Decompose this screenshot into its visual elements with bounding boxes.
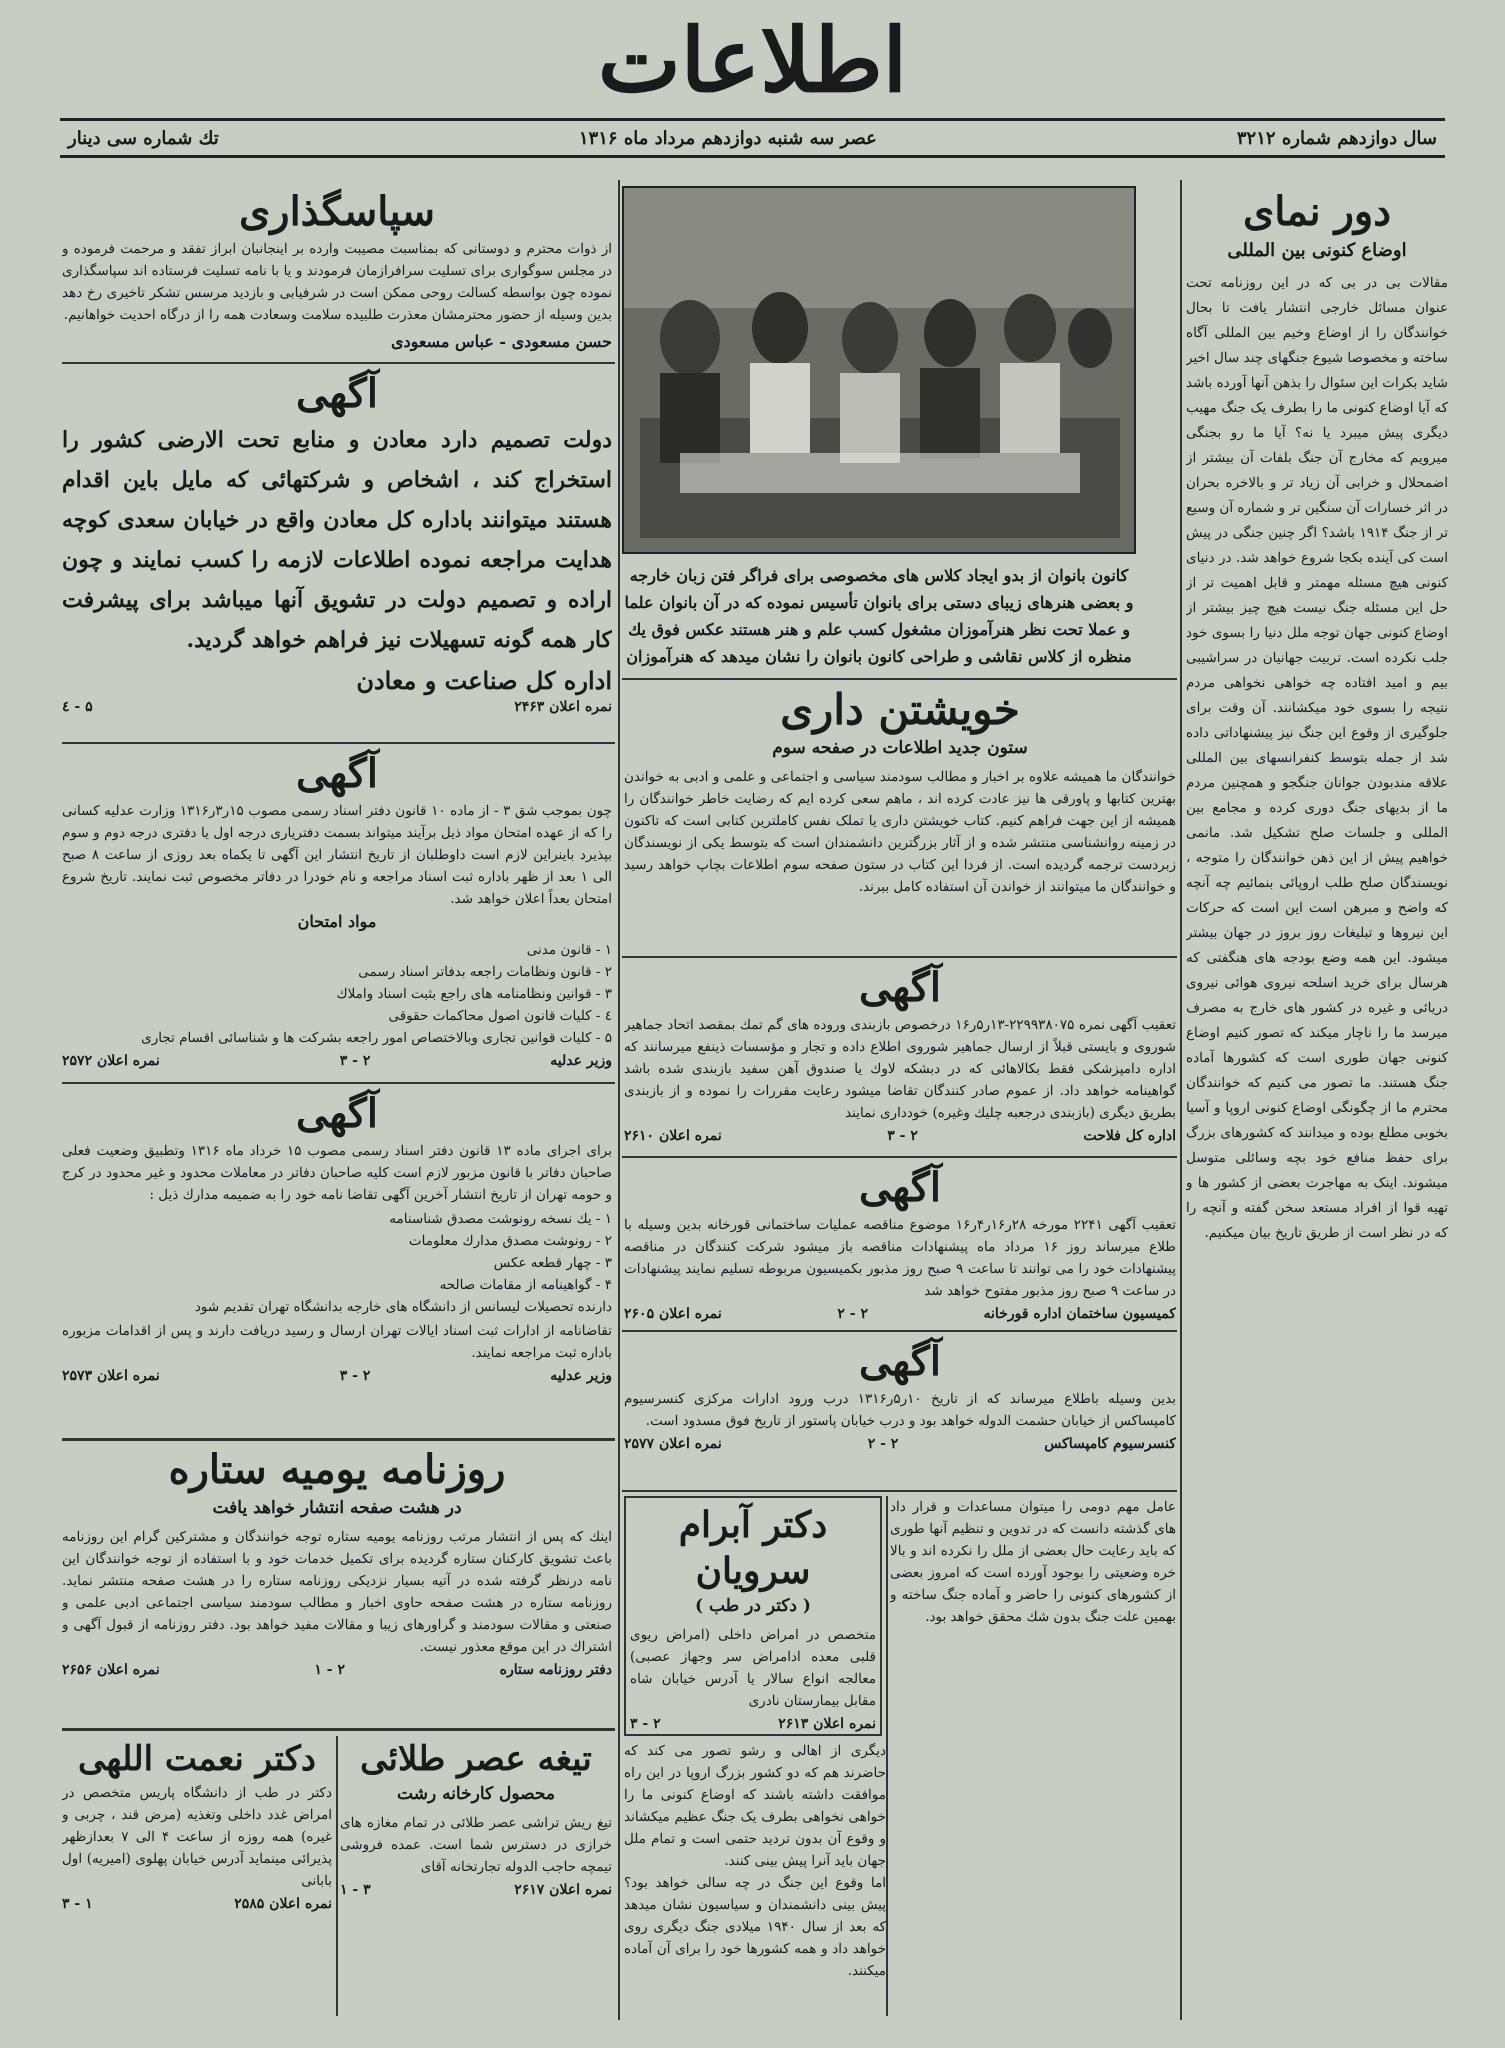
ad-number: نمره اعلان ۲۶۱۷ xyxy=(514,1882,612,1898)
divider xyxy=(622,1330,1177,1332)
ad-body: تعقیب آگهی ۲۲۴۱ مورخه ۲۸ر۱۶ر۴ر۱۶ موضوع مناقصه عملیات ساختمانی قورخانه بدین وسیله با طلاع میرساند روز ۱۶ مرداد ماه پیشنهادات مناقصه باز میشود شرکت کنندگان در مناقصه پیشنهادات خود را می توانند تا ساعت ۹ صبح روز مذبور بکمیسیون مربوطه تسلیم نمایند پیشنهادات در ساعت ۹ صبح روز مذبور مفتوح خواهد شد xyxy=(624,1217,1176,1299)
divider xyxy=(62,1728,615,1731)
column-divider xyxy=(336,1736,338,2016)
ad-body: متخصص در امراض داخلی (امراض ریوی قلبی معده ادامراض سر وجهاز عصبی) معالجه انواع سالار یا آدرس خیابان شاه مقابل بیمارستان نادری xyxy=(630,1627,876,1709)
ad-mines xyxy=(62,368,612,738)
ad-body: بدین وسیله باطلاع میرساند که از تاریخ ۱۰ر۵ر۱۳۱۶ درب ورود ادارات مرکزی کنسرسیوم کامپساکس از خیابان حشمت الدوله خواهد بود و درب خیابان پاستور از تاریخ فوق مسدود است. xyxy=(624,1391,1176,1429)
article-continued-2 xyxy=(624,1740,886,2016)
column-divider xyxy=(886,1496,888,2016)
article-title: خویشتن داری xyxy=(780,685,1020,734)
list-item: ٤ - کلیات قانون اصول محاکمات حقوقی xyxy=(388,1008,612,1024)
column-divider xyxy=(1180,180,1182,2020)
ad-sign: وزیر عدلیه xyxy=(550,1368,612,1384)
ad-subtitle: محصول کارخانه رشت xyxy=(397,1784,555,1804)
article-body: دیگری از اهالی و رشو تصور می کند که حاضرند هم که دو کشور بزرگ اروپا در این راه موافقت داشته باشند که اوضاع کنونی ما را خواهی نخواهی بطرف یک جنگ عظیم میکشاند و وقوع آن بدون تردید حتمی است و تمام ملل جهان باید آنرا پیش بینی کنند. xyxy=(624,1743,886,1869)
list-item: ۴ - گواهینامه از مقامات صالحه xyxy=(439,1277,612,1293)
masthead xyxy=(0,0,1505,120)
ad-sign: اداره کل صناعت و معادن xyxy=(356,666,612,695)
ad-number: نمره اعلان ۲۵۷۲ xyxy=(62,1053,160,1069)
ad-number: نمره اعلان ۲۵۸۵ xyxy=(234,1896,332,1912)
ad-number: نمره اعلان ۲۴۶۳ xyxy=(514,699,612,715)
ad-setareh-newspaper xyxy=(62,1444,612,1724)
ad-body: اینك که پس از انتشار مرتب روزنامه یومیه ستاره توجه خوانندگان و مشترکین گرام این روزنامه باعث تشویق کارکنان ستاره گردیده برای تکمیل خدمات خود و با استفاده از توجه خوانندگان این نامه درنظر گرفته شده در آتیه بسیار نزدیکی روزنامه ستاره را در هشت صفحه منتشر نماید. روزنامه ستاره در هشت صفحه حاوی اخبار و مطالب سودمند سیاسی اجتماعی ادبی علمی و صنعتی و مقالات سودمند و گراورهای زیبا و مقالات مفید خواهد بود. دفتر روزنامه از قبول آگهی و اشتراك در این موقع معذور نیست. xyxy=(62,1529,612,1655)
ad-title: دکتر نعمت اللهی xyxy=(78,1739,316,1779)
divider xyxy=(622,1156,1177,1158)
ad-body-tail: تقاضانامه از ادارات ثبت اسناد ایالات تهران ارسال و رسید دریافت دارند و پس از اقدامات مزبوره باداره ثبت مراجعه نمایند. xyxy=(62,1323,612,1361)
list-item: ۳ - قوانین ونظامنامه های راجع بثبت اسناد واملاك xyxy=(336,986,612,1002)
article-continued xyxy=(890,1496,1176,2016)
list-item: ۱ - قانون مدنی xyxy=(526,942,612,958)
article-dournama xyxy=(1186,186,1448,2016)
ad-subtitle: ( دکتر در طب ) xyxy=(695,1596,811,1616)
divider xyxy=(62,362,615,364)
ad-body: برای اجرای ماده ۱۳ قانون دفتر اسناد رسمی مصوب ۱۵ خرداد ماه ۱۳۱۶ وتطبیق وضعیت فعلی صاحبان دفاتر با قانون مزبور لازم است کلیه صاحبان دفاتر در معاملات محدود و غیر محدود در کرج و حومه تهران از تاریخ انتشار آخرین آگهی تقاضا نامه خود را به ضمیمه مدارك ذیل : xyxy=(62,1143,612,1203)
ad-subtitle: در هشت صفحه انتشار خواهد یافت xyxy=(212,1498,462,1518)
article-title: دور نمای xyxy=(1242,188,1392,235)
ad-doctor-abram xyxy=(624,1496,882,1736)
ad-title: آگهی xyxy=(859,1164,941,1211)
ad-code: ۲ - ۱ xyxy=(314,1662,345,1678)
article-subtitle: ستون جدید اطلاعات در صفحه سوم xyxy=(772,738,1028,758)
article-khishtan-dari xyxy=(624,684,1176,952)
ad-code: ۲ - ۳ xyxy=(339,1053,371,1069)
photo-image xyxy=(622,188,1134,554)
ad-razor-blade xyxy=(340,1736,612,2016)
masthead-title: اطلاعات xyxy=(597,8,908,112)
divider xyxy=(622,1490,1177,1492)
ad-title: آگهی xyxy=(296,1090,378,1137)
dateline-date: عصر سه شنبه دوازدهم مرداد ماه ۱۳۱۶ xyxy=(578,127,877,149)
ad-number: نمره اعلان ۲۵۷۳ xyxy=(62,1368,160,1384)
ad-title: آگهی xyxy=(859,964,941,1011)
ad-code: ۲ - ۲ xyxy=(837,1306,868,1322)
ad-code: ۱ - ۳ xyxy=(62,1896,93,1912)
ad-number: نمره اعلان ۲۶۰۵ xyxy=(624,1306,722,1322)
list-item: ۲ - قانون ونظامات راجعه بدفاتر اسناد رسمی xyxy=(358,964,612,980)
ad-sign: کمیسیون ساختمان اداره قورخانه xyxy=(983,1306,1176,1322)
article-body: خوانندگان ما همیشه علاوه بر اخبار و مطالب سودمند سیاسی و اجتماعی و علمی و ادبی به خواندن بهترین کتابها و پاورقی ها نیز عادت کرده اند ، ماهم سعی کرده ایم که رضایت خاطر خوانندگان را همیشه از این جهت فراهم کنیم. کتاب خویشتن داری یا تملک نفس کاملترین کتابی است که تاکنون در زمینه روانشناسی منتشر شده و از آثار بزرگترین دانشمندان است که بتوسط یکی از نویسندگان زبردست ترجمه گردیده است. از فردا این کتاب در ستون صفحه سوم اطلاعات بچاپ خواهد رسید و خوانندگان ما میتوانند از خواندن آن استفاده کامل ببرند. xyxy=(624,769,1176,895)
ad-title: روزنامه یومیه ستاره xyxy=(168,1446,506,1493)
ad-body: دکتر در طب از دانشگاه پاریس متخصص در امراض غدد داخلی وتغذیه (مرض قند ، چربی و غیره) همه روزه از ساعت ۴ الی ۷ بعدازظهر پذیرائی مینماید آدرس خیابان پهلوی (امیریه) اول بابانی xyxy=(62,1785,332,1889)
ad-title: آگهی xyxy=(859,1338,941,1385)
ad-number: نمره اعلان ۲۵۷۷ xyxy=(624,1436,722,1452)
ad-subtitle: مواد امتحان xyxy=(297,912,377,931)
list-item: ۵ - کلیات قوانین تجاری وبالاختصاص امور راجعه بشرکت ها و شناسائی اقسام تجاری xyxy=(141,1030,612,1046)
ad-code: ۵ - ٤ xyxy=(62,699,93,715)
ad-body: چون بموجب شق ۳ - از ماده ۱۰ قانون دفتر اسناد رسمی مصوب ۱۵ر۳ر۱۳۱۶ وزارت عدلیه کسانی را که از عهده امتحان مواد ذیل برآیند میتواند بسمت دفتریاری درجه اول یا دفتری درجه دوم و سوم بپذیرد باینراین لازم است داوطلبان از تاریخ انتشار این آگهی تا یکماه بعد روزی از ساعت ۸ صبح الی ۱ بعد از ظهر باداره ثبت اسناد مراجعه و نام خودرا در دفاتر مخصوص ثبت نمایند. تاریخ شروع امتحان بعداً اعلان خواهد شد. xyxy=(62,803,612,907)
ad-sign: وزیر عدلیه xyxy=(550,1053,612,1069)
ad-sign: دفتر روزنامه ستاره xyxy=(499,1662,612,1678)
ad-body: تعقیب آگهی نمره ۲۲۹۹۳۸۰۷۵-۱۳ر۵ر۱۶ درخصوص بازبندی وروده های گم تمك بمقصد اتحاد جماهیر شوروی و بایستی قبلاً از ارسال جماهیر شوروی اطلاع داده و تجار و مؤسسات ذینفع میرسانند که اداره دامپزشکی فقط بکالاهائی که در دبشکه لاوك یا صندوق آهن سفید بازبندی شده باشد گواهینامه خواهد داد. از عموم صادر کنندگان تقاضا میشود رعایت مقررات را نموده و از بازبندی بطریق دیگری (بازبندی درجعبه چلیك وغیره) خودداری نمایند xyxy=(624,1017,1176,1121)
photo-women-class xyxy=(622,186,1136,554)
ad-kampsax xyxy=(624,1336,1176,1486)
notice-sign: حسن مسعودی - عباس مسعودی xyxy=(391,332,612,351)
ad-code: ۳ - ۱ xyxy=(340,1882,371,1898)
dateline-issue: سال دوازدهم شماره ۳۲۱۲ xyxy=(1236,127,1437,149)
ad-sign: اداره كل فلاحت xyxy=(1083,1128,1176,1144)
ad-title: آگهی xyxy=(296,750,378,797)
article-body: اما وقوع این جنگ در چه سالی خواهد بود؟ پیش بینی دانشمندان و سیاسیون نشان میدهد که بعد از سال ۱۹۴۰ میلادی جنگ دیگری روی خواهد داد و همه کشورها خود را برای آن آماده میکنند. xyxy=(624,1875,886,1979)
divider xyxy=(62,742,615,744)
article-body: عامل مهم دومی را میتوان مساعدات و قرار داد های گذشته دانست که در تدوین و تنظیم آنها طوری که باید رعایت حال بعضی از ملل را نکرده اند و بالا خره وضعیتی را بوجود آورده است که امروز بعضی از کشورهای کنونی را حاضر و آماده جنگ ساخته و بهمین علت جنگ بدون شك محقق خواهد بود. xyxy=(890,1499,1176,1625)
documents-list xyxy=(62,1208,612,1318)
list-item: ۱ - یك نسخه رونوشت مصدق شناسنامه xyxy=(389,1211,612,1227)
ad-number: نمره اعلان ۲۶۱۰ xyxy=(624,1128,722,1144)
ad-code: ۲ - ۳ xyxy=(339,1368,371,1384)
ad-title: دکتر آبرام سرویان xyxy=(678,1504,828,1592)
divider xyxy=(62,1082,615,1084)
ad-code: ۲ - ۲ xyxy=(867,1436,899,1452)
divider xyxy=(62,1438,615,1441)
exam-list xyxy=(62,939,612,1049)
ad-sign: کنسرسیوم کامپساکس xyxy=(1044,1436,1176,1452)
article-subtitle: اوضاع كنونی بین المللی xyxy=(1227,240,1407,261)
ad-justice-1 xyxy=(62,748,612,1078)
ad-number: نمره اعلان ۲۶۱۳ xyxy=(778,1716,876,1732)
photo-caption: کانون بانوان از بدو ایجاد کلاس های مخصوصی برای فراگر فتن زبان خارجه و بعضی هنرهای زیبای دستی برای بانوان تأسیس نموده که در آن بانوان علما و عملا تحت نظر هنرآموزان مشغول کسب علم و هنر هستند عکس فوق یك منظره از کلاس نقاشی و طراحی کانون بانوان را نشان میدهد که هنرآموزان xyxy=(624,566,1134,666)
ad-body: تیغ ریش تراشی عصر طلائی در تمام مغازه های خرازی در دسترس شما است. عمده فروشی تیمچه حاجب الدوله تجارتخانه آقای xyxy=(340,1815,612,1875)
notice-body: از ذوات محترم و دوستانی که بمناسبت مصیبت وارده بر اینجانبان ابراز تفقد و مرحمت فرموده و در مجلس سوگواری برای تسلیت سرافرازمان فرمودند و یا با نامه تسلیت فرستاده اند سپاسگذاری نموده چون بواسطه کسالت روحی ممکن است در شرفیابی و بازدید مرسس تشکر تاخیری رخ دهد بدین وسیله از حضور محترمشان معذرت طلبیده سلامت وسعادت همه را از درگاه احدیت خواهانیم. xyxy=(62,241,612,323)
ad-body: دولت تصمیم دارد معادن و منابع تحت الارضی کشور را استخراج کند ، اشخاص و شرکتهائی که مایل باین اقدام هستند میتوانند باداره کل معادن واقع در خیابان سعدی کوچه هدایت مراجعه نموده اطلاعات لازمه را کسب نمایند و چون اراده و تصمیم دولت در تشویق آنها میباشد برای پیشرفت کار همه گونه تسهیلات نیز فراهم خواهد گردید. xyxy=(62,427,612,653)
divider xyxy=(622,678,1177,680)
ad-veterinary xyxy=(624,962,1176,1152)
list-item: ۳ - چهار قطعه عکس xyxy=(493,1255,612,1271)
notice-thanks xyxy=(62,186,612,356)
article-body: مقالات بی در بی که در این روزنامه تحت عنوان مسائل خارجی انتشار یافت تا بحال خوانندگان را از اوضاع وخیم بین المللی آگاه ساخته و مخصوصا شیوع جنگهای چند سال اخیر شاید بکرات این سئوال را بذهن آنها آورده باشد که آیا اوضاع کنونی ما را بطرف یک جنگ مهیب دیگری پیش میبرد یا نه؟ آیا ما رو بجنگی میرویم که مخارج آن جنگ بلفات آن بیشتر از اضمحلال و خرابی آن زیاد تر و بالاخره بحران در اثر خسارات آن سنگین تر و شماره آن وسیع تر از جنگ ۱۹۱۴ باشد؟ اگر چنین جنگی در پیش است کی آینده بکجا شروع خواهد شد. در دنیای کنونی هیچ مسئله مهمتر و قابل اهمیت تر از حل این مسئله جنگ نیست هیچ چیز بیشتر از اوضاع کنونی جهان توجه ملل دنیا را بسوی خود جلب نکرده است. تربیت جهانیان در سراشیبی بیم و امید افتاده چه خواهی نخواهی مردم نتیجه را بسوی خود میکشانند. آن وقت برای جلوگیری از وقوع این جنگ نیز پیشنهاداتی داده شد از جمله بتوسط کنفرانسهای بین المللی علاقه مندبودن جوانان جنگجو و همچنین مردم ما از بدیهای جنگ دوری کرده و مجامع بین المللی و جلسات صلح تشکیل شد. مانمی خواهیم پیش از این ذهن خوانندگان را متوجه ، نویسندگان صلح طلب اروپائی بنمائیم چه آنچه که واضح و مبرهن است این است که حرکات این نیروها و تبلیغات روز بروز در جهان بیشتر میشود. این همه وضع بودجه های هنگفتی که هرسال برای خرید اسلحه نیروی هوائی نیروی دریائی و غیره در کشور های خارج به مصرف میرسد ما را ناچار میکند که تصور کنیم اوضاع کنونی جهان طوری است که کشورها آماده جنگ هستند. ما تصور می کنیم که خوانندگان محترم ما از چگونگی اوضاع کنونی اروپا و آسیا بخوبی مطلع بوده و میدانند که کشورهای بزرگ برای حفظ منافع خود بچه وسائلی متوسل میشوند. اینک به مهاجرت بعضی از کشور ها و تهیه قوا از افراد مستعد سخن گفته و آنچه را که در نظر است از طریق تاریخ بیان میکنیم. xyxy=(1186,274,1448,1241)
ad-doctor-nemat xyxy=(62,1736,332,2016)
ad-justice-2 xyxy=(62,1088,612,1433)
notice-title: سپاسگذاری xyxy=(238,188,436,235)
column-divider xyxy=(618,180,620,2020)
dateline xyxy=(60,118,1445,158)
ad-title: آگهی xyxy=(296,370,378,417)
list-item: ۲ - رونوشت مصدق مدارك معلومات xyxy=(408,1233,612,1249)
ad-title: تیغه عصر طلائی xyxy=(360,1739,592,1779)
ad-code: ۲ - ۳ xyxy=(887,1128,918,1144)
ad-arsenal xyxy=(624,1162,1176,1327)
divider xyxy=(622,956,1177,958)
dateline-price: تك شماره سی دینار xyxy=(68,127,219,149)
list-item: دارنده تحصیلات لیسانس از دانشگاه های خارجه بدانشگاه تهران تقدیم شود xyxy=(194,1299,612,1315)
ad-code: ۲ - ۳ xyxy=(630,1716,661,1732)
ad-number: نمره اعلان ۲۶۵۶ xyxy=(62,1662,160,1678)
